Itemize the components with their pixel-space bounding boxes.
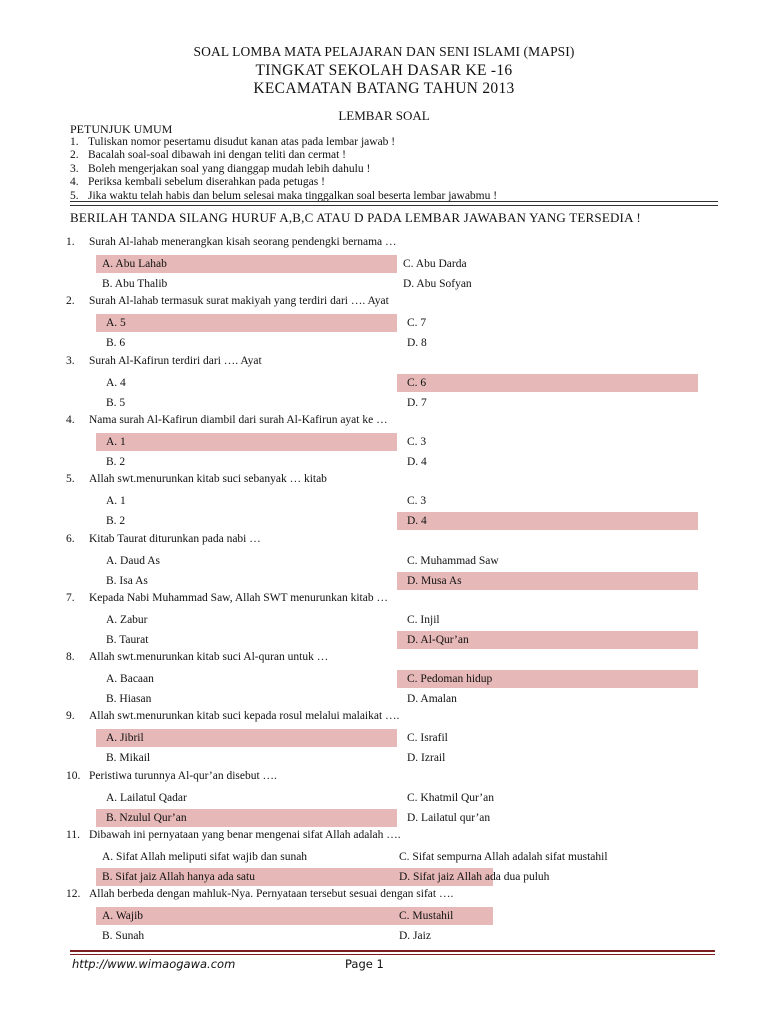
question-item — [0, 651, 768, 710]
option-b: B. Mikail — [106, 752, 151, 765]
option-d: D. Amalan — [407, 693, 457, 706]
main-instruction: BERILAH TANDA SILANG HURUF A,B,C ATAU D PADA LEMBAR JAWABAN YANG TERSEDIA ! — [70, 210, 641, 225]
question-stem: Surah Al-Kafirun terdiri dari …. Ayat — [89, 354, 262, 367]
question-stem: Peristiwa turunnya Al-qur’an disebut …. — [89, 769, 277, 782]
question-number: 9. — [66, 710, 75, 723]
footer-page-number: Page 1 — [345, 957, 384, 971]
question-number: 6. — [66, 532, 75, 545]
question-item — [0, 829, 768, 888]
option-d: D. Sifat jaiz Allah ada dua puluh — [399, 871, 550, 883]
option-c: C. Muhammad Saw — [407, 554, 499, 567]
option-d: D. Jaiz — [399, 930, 431, 943]
option-a: A. Zabur — [106, 613, 148, 626]
option-b-highlighted: B. Sifat jaiz Allah hanya ada satu — [96, 868, 493, 886]
question-stem: Dibawah ini pernyataan yang benar mengenai sifat Allah adalah …. — [89, 829, 401, 841]
option-d: D. 8 — [407, 337, 427, 350]
option-d: D. 7 — [407, 396, 427, 409]
footer-rule-thin — [70, 954, 715, 955]
option-c: C. 3 — [407, 435, 427, 448]
question-text — [66, 888, 453, 900]
instructions-title: PETUNJUK UMUM — [70, 122, 173, 136]
question-text — [66, 770, 277, 782]
option-c: C. Sifat sempurna Allah adalah sifat mustahil — [399, 851, 608, 863]
question-number: 4. — [66, 413, 75, 426]
question-text — [66, 533, 261, 545]
option-a: A. 1 — [106, 495, 126, 508]
option-d: D. Lailatul qur’an — [407, 811, 491, 824]
option-c: C. 7 — [407, 317, 427, 330]
question-stem: Kitab Taurat diturunkan pada nabi … — [89, 532, 261, 545]
option-b: B. Abu Thalib — [102, 278, 168, 290]
question-text — [66, 651, 328, 663]
option-d-highlighted: D. Musa As — [397, 572, 698, 590]
option-b: B. 5 — [106, 396, 126, 409]
option-d-highlighted: D. Al-Qur’an — [397, 631, 698, 649]
option-c: C. Injil — [407, 613, 440, 626]
divider-bottom — [70, 205, 718, 206]
question-item — [0, 473, 768, 532]
option-d: D. Izrail — [407, 752, 446, 765]
option-b: B. 2 — [106, 455, 126, 468]
divider-top — [70, 201, 718, 202]
question-text — [66, 473, 327, 485]
question-item — [0, 414, 768, 473]
option-c: C. Abu Darda — [403, 258, 467, 270]
option-a: A. Daud As — [106, 554, 160, 567]
sheet-title: LEMBAR SOAL — [338, 108, 430, 123]
question-number: 10. — [66, 769, 81, 782]
option-b-highlighted: B. Nzulul Qur’an — [96, 809, 397, 827]
question-item — [0, 888, 768, 947]
instruction-item: 5. Jika waktu telah habis dan belum selesai maka tinggalkan soal beserta lembar jawabmu ! — [70, 189, 498, 202]
question-stem: Surah Al-lahab menerangkan kisah seorang pendengki bernama … — [89, 236, 397, 248]
question-text — [66, 829, 401, 841]
option-d-highlighted: D. 4 — [397, 512, 698, 530]
question-number: 7. — [66, 591, 75, 604]
question-item — [0, 770, 768, 829]
option-b: B. Sunah — [102, 930, 145, 943]
option-b: B. 6 — [106, 337, 126, 350]
option-a: A. Bacaan — [106, 673, 154, 686]
option-a: A. Sifat Allah meliputi sifat wajib dan sunah — [102, 851, 308, 863]
question-text — [66, 236, 397, 248]
header-line-2: TINGKAT SEKOLAH DASAR KE -16 — [255, 62, 513, 79]
instructions-list — [70, 136, 497, 203]
question-item — [0, 710, 768, 769]
question-number: 1. — [66, 236, 75, 248]
instruction-item: 2. Bacalah soal-soal dibawah ini dengan teliti dan cermat ! — [70, 149, 347, 162]
question-stem: Nama surah Al-Kafirun diambil dari surah Al-Kafirun ayat ke … — [89, 413, 388, 426]
option-a-highlighted: A. Wajib — [96, 907, 493, 925]
question-text — [66, 355, 262, 367]
option-b: B. 2 — [106, 515, 126, 528]
option-a-highlighted: A. 1 — [96, 433, 397, 451]
question-number: 8. — [66, 651, 75, 664]
question-stem: Allah swt.menurunkan kitab suci sebanyak … kitab — [89, 473, 327, 486]
question-number: 11. — [66, 829, 80, 841]
option-c: C. Khatmil Qur’an — [407, 791, 494, 804]
instruction-item: 4. Periksa kembali sebelum diserahkan pada petugas ! — [70, 176, 325, 189]
option-d: D. Abu Sofyan — [403, 278, 472, 290]
header-line-1: SOAL LOMBA MATA PELAJARAN DAN SENI ISLAMI (MAPSI) — [193, 44, 575, 59]
option-b: B. Taurat — [106, 633, 149, 646]
question-item — [0, 295, 768, 354]
option-a-highlighted: A. Abu Lahab — [96, 255, 397, 273]
option-c: C. Mustahil — [399, 910, 454, 923]
question-number: 5. — [66, 473, 75, 486]
option-c: C. 3 — [407, 495, 427, 508]
question-number: 12. — [66, 888, 81, 901]
question-text — [66, 295, 389, 307]
footer-url: http://www.wimaogawa.com — [72, 957, 236, 971]
question-stem: Kepada Nabi Muhammad Saw, Allah SWT menurunkan kitab … — [89, 591, 388, 604]
option-a-highlighted: A. Jibril — [96, 729, 397, 747]
option-b: B. Hiasan — [106, 693, 152, 706]
question-stem: Allah berbeda dengan mahluk-Nya. Pernyataan tersebut sesuai dengan sifat …. — [89, 888, 454, 901]
question-number: 2. — [66, 295, 75, 308]
option-c-highlighted: C. Pedoman hidup — [397, 670, 698, 688]
question-number: 3. — [66, 354, 75, 367]
question-stem: Allah swt.menurunkan kitab suci Al-quran untuk … — [89, 651, 329, 664]
instruction-item: 1. Tuliskan nomor pesertamu disudut kanan atas pada lembar jawab ! — [70, 136, 396, 148]
question-item — [0, 533, 768, 592]
header-line-3: KECAMATAN BATANG TAHUN 2013 — [253, 80, 515, 97]
option-c: C. Israfil — [407, 732, 448, 745]
option-a-highlighted: A. 5 — [96, 314, 397, 332]
option-c-highlighted: C. 6 — [397, 374, 698, 392]
question-text — [66, 710, 399, 722]
instruction-item: 3. Boleh mengerjakan soal yang dianggap mudah lebih dahulu ! — [70, 162, 371, 175]
question-item — [0, 592, 768, 651]
option-a: A. 4 — [106, 376, 126, 389]
question-item — [0, 355, 768, 414]
footer-rule-thick — [70, 950, 715, 952]
question-text — [66, 414, 388, 426]
question-stem: Allah swt.menurunkan kitab suci kepada rosul melalui malaikat …. — [89, 710, 400, 723]
option-b: B. Isa As — [106, 574, 148, 587]
question-item — [0, 236, 768, 295]
question-text — [66, 592, 388, 604]
question-stem: Surah Al-lahab termasuk surat makiyah yang terdiri dari …. Ayat — [89, 295, 389, 308]
option-a: A. Lailatul Qadar — [106, 791, 187, 804]
option-d: D. 4 — [407, 455, 427, 468]
